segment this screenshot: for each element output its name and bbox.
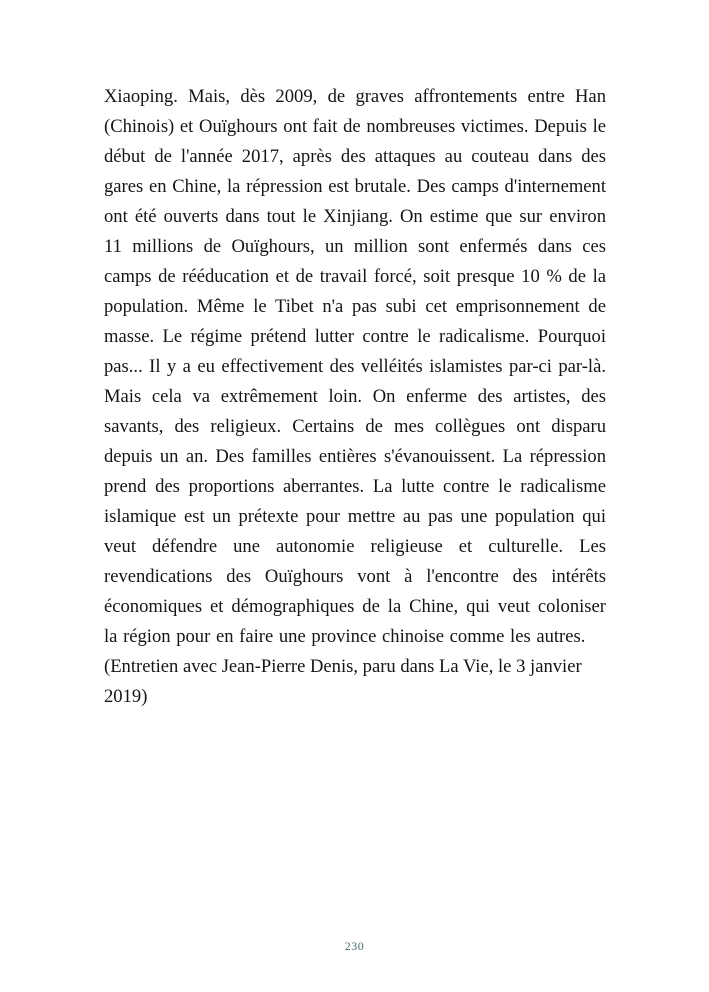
page-number: 230 <box>344 939 365 953</box>
body-paragraph: Xiaoping. Mais, dès 2009, de graves affrontements entre Han (Chinois) et Ouïghours ont fait de nombreuses victimes. Depuis le début de l'année 2017, après des attaques au couteau dans des gares en Chine, la répression est brutale. Des camps d'internement ont été ouverts dans tout le Xinjiang. On estime que sur environ 11 millions de Ouïghours, un million sont enfermés dans ces camps de rééducation et de travail forcé, soit presque 10 % de la population. Même le Tibet n'a pas subi cet emprisonnement de masse. Le régime prétend lutter contre le radicalisme. Pourquoi pas... Il y a eu effectivement des velléités islamistes par-ci par-là. Mais cela va extrêmement loin. On enferme des artistes, des savants, des religieux. Certains de mes collègues ont disparu depuis un an. Des familles entières s'évanouissent. La répression prend des proportions aberrantes. La lutte contre le radicalisme islamique est un prétexte pour mettre au pas une population qui veut défendre une autonomie religieuse et culturelle. Les revendications des Ouïghours vont à l'encontre des intérêts économiques et démographiques de la Chine, qui veut coloniser la région pour en faire une province chinoise comme les autres. <box>104 86 606 647</box>
text-block <box>104 82 606 712</box>
attribution-paragraph: (Entretien avec Jean-Pierre Denis, paru dans La Vie, le 3 janvier 2019) <box>104 656 582 707</box>
